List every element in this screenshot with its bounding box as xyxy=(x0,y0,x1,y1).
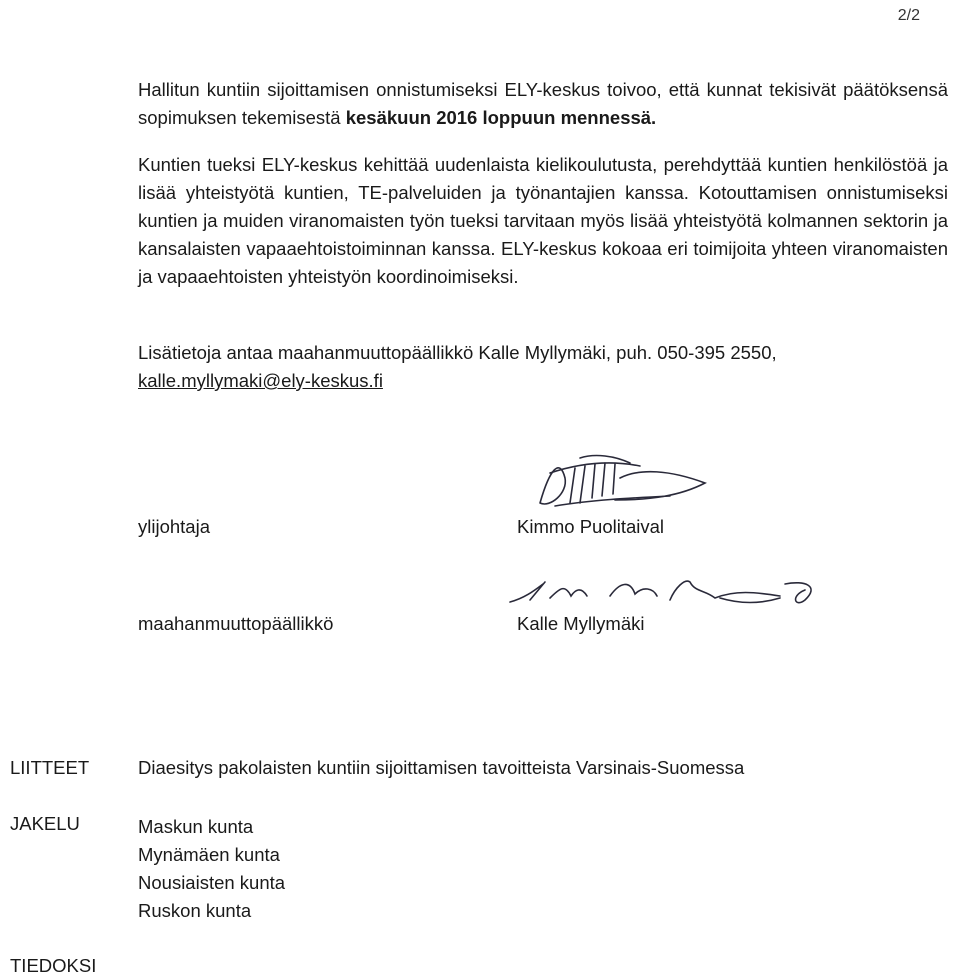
signature-kimmo-puolitaival xyxy=(520,448,720,518)
email-link[interactable]: kalle.myllymaki@ely-keskus.fi xyxy=(138,370,383,391)
signatory-name-1: Kimmo Puolitaival xyxy=(517,516,665,537)
jakelu-list xyxy=(138,813,285,925)
paragraph-contact xyxy=(138,339,948,395)
tiedoksi-label: TIEDOKSI xyxy=(10,955,97,976)
deadline-bold-text: kesäkuun 2016 loppuun mennessä. xyxy=(345,107,657,128)
contact-text: Lisätietoja antaa maahanmuuttopäällikkö Kalle Myllymäki, puh. 050-395 2550, xyxy=(138,342,777,363)
list-item: Mynämäen kunta xyxy=(138,844,280,865)
jakelu-label: JAKELU xyxy=(10,813,80,834)
signatory-name-2: Kalle Myllymäki xyxy=(517,613,645,634)
signatory-title-1: ylijohtaja xyxy=(138,516,210,537)
list-item: Ruskon kunta xyxy=(138,900,252,921)
liitteet-item: Diaesitys pakolaisten kuntiin sijoittamisen tavoitteista Varsinais-Suomessa xyxy=(138,757,745,778)
list-item: Maskun kunta xyxy=(138,816,254,837)
page-number: 2/2 xyxy=(897,7,920,24)
paragraph-deadline-text: Hallitun kuntiin sijoittamisen onnistumiseksi ELY-keskus toivoo, että kunnat tekisivät päätöksensä sopimuksen tekemisestä xyxy=(138,79,948,128)
paragraph-deadline xyxy=(138,76,948,132)
list-item: Nousiaisten kunta xyxy=(138,872,286,893)
paragraph-support: Kuntien tueksi ELY-keskus kehittää uudenlaista kielikoulutusta, perehdyttää kuntien henkilöstöä ja lisää yhteistyötä kuntien, TE-palveluiden ja työnantajien kanssa. Kotouttamisen onnistumiseksi kuntien ja muiden viranomaisten työn tueksi tarvitaan myös lisää yhteistyötä kolmannen sektorin ja kansalaisten vapaaehtoistoiminnan kanssa. ELY-keskus kokoaa eri toimijoita yhteen viranomaisten ja vapaaehtoisten yhteistyön koordinoimiseksi. xyxy=(138,154,948,287)
signatory-title-2: maahanmuuttopäällikkö xyxy=(138,613,334,634)
liitteet-label: LIITTEET xyxy=(10,757,90,778)
